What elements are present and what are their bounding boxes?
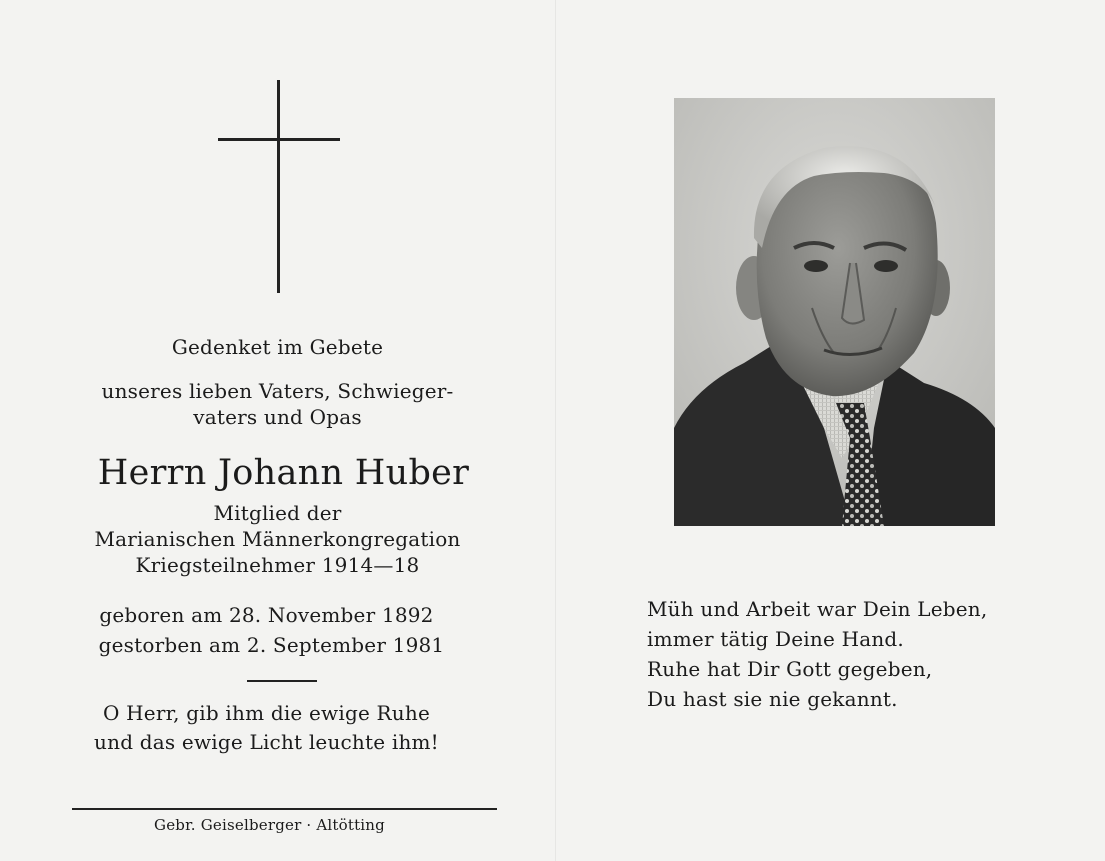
membership-line-1: Mitglied der [213, 501, 342, 525]
poem-line-1: Müh und Arbeit war Dein Leben, [647, 597, 988, 621]
memorial-poem [647, 594, 987, 714]
relation-line-2: vaters und Opas [193, 405, 362, 429]
death-date: gestorben am 2. September 1981 [98, 633, 445, 657]
poem-line-2: immer tätig Deine Hand. [647, 627, 904, 651]
membership-line-3: Kriegsteilnehmer 1914—18 [135, 553, 420, 577]
portrait-photo [674, 98, 995, 526]
footer-divider [72, 808, 497, 810]
cross-vertical-bar [277, 80, 280, 293]
poem-line-3: Ruhe hat Dir Gott gegeben, [647, 657, 933, 681]
cross-horizontal-bar [218, 138, 340, 141]
printer-credit: Gebr. Geiselberger · Altötting [154, 816, 385, 834]
relation-line-1: unseres lieben Vaters, Schwieger- [101, 379, 454, 403]
short-divider [247, 680, 317, 682]
prayer-line-1: O Herr, gib ihm die ewige Ruhe [102, 701, 431, 725]
prayer-line-2: und das ewige Licht leuchte ihm! [94, 730, 439, 754]
birth-date: geboren am 28. November 1892 [99, 603, 434, 627]
membership-line-2: Marianischen Männerkongregation [94, 527, 461, 551]
intro-text: Gedenket im Gebete [171, 335, 384, 359]
poem-line-4: Du hast sie nie gekannt. [647, 687, 898, 711]
right-panel [556, 0, 1105, 861]
deceased-name: Herrn Johann Huber [97, 453, 470, 493]
